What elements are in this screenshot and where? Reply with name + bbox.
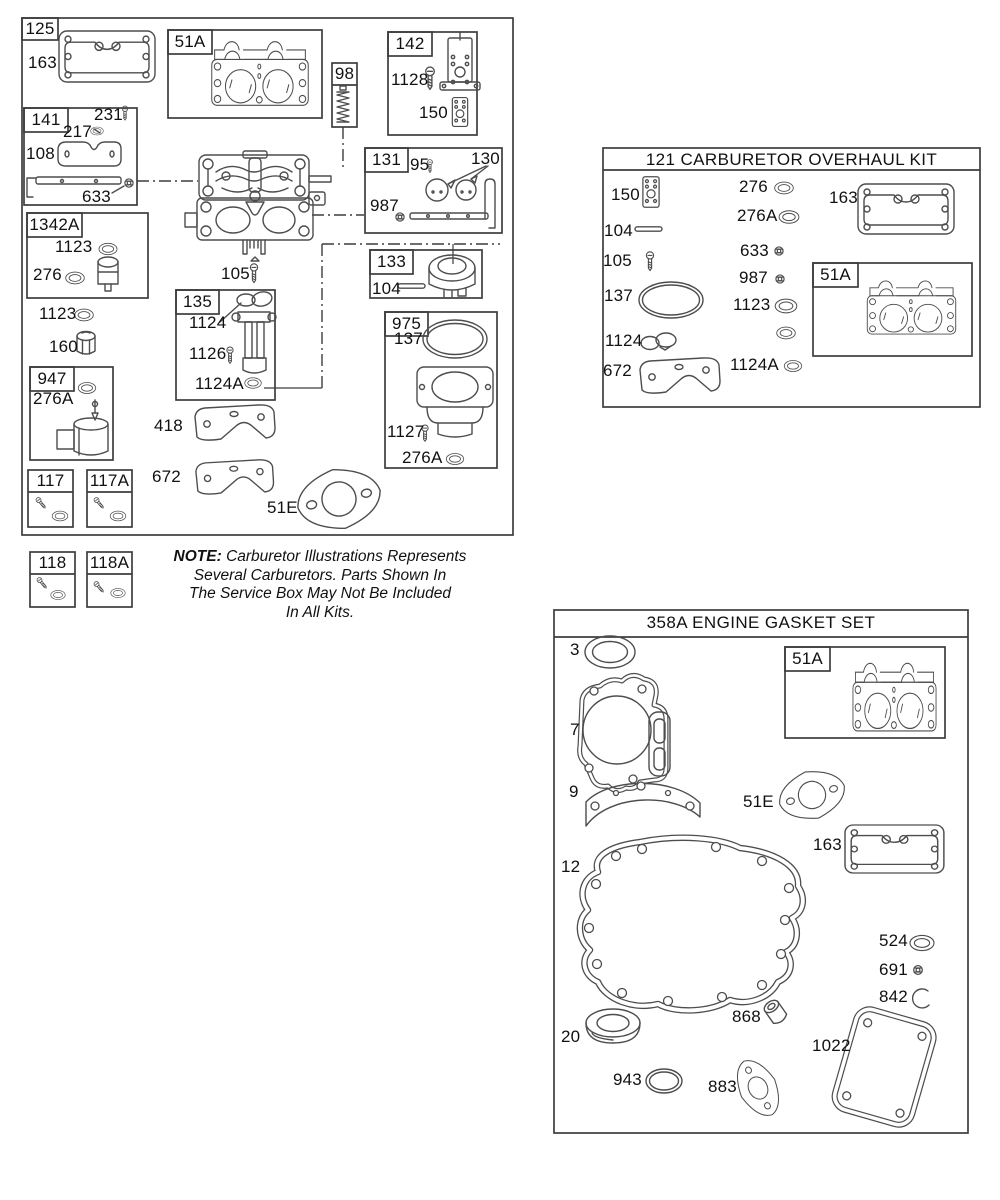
part-label-51E: 51E: [267, 498, 298, 517]
retainer-842-illustration: [913, 989, 929, 1008]
screw-117A-illustration: [93, 497, 105, 510]
kit-label-105: 105: [603, 251, 632, 270]
part-label-104: 104: [372, 279, 401, 298]
box-label-51A: 51A: [174, 32, 206, 51]
part-label-1123-free: 1123: [39, 304, 77, 323]
kit-label-672: 672: [603, 361, 632, 380]
ring-1123-1342A-illustration: [99, 243, 117, 254]
part-label-1124: 1124: [189, 313, 227, 332]
part-label-1124A: 1124A: [195, 374, 244, 393]
part-label-276A-947: 276A: [33, 389, 74, 408]
part-label-1126: 1126: [189, 344, 227, 363]
set-label-3: 3: [570, 640, 580, 659]
rod-633-illustration: [27, 177, 133, 197]
screw-117-illustration: [35, 497, 47, 510]
screw-118A-illustration: [93, 581, 105, 594]
part-label-130: 130: [471, 149, 500, 168]
kit-label-633: 633: [740, 241, 769, 260]
set-label-163: 163: [813, 835, 842, 854]
set-label-9: 9: [569, 782, 579, 801]
part-label-672: 672: [152, 467, 181, 486]
kit-label-104: 104: [604, 221, 633, 240]
ring-1123-illustration: [75, 309, 94, 321]
screw-118-illustration: [36, 577, 48, 590]
set-label-842: 842: [879, 987, 908, 1006]
kit-label-1123: 1123: [733, 295, 771, 314]
box-label-117: 117: [36, 471, 65, 490]
set-label-943: 943: [613, 1070, 642, 1089]
set-label-1022: 1022: [812, 1036, 851, 1055]
box-label-975: 975: [392, 314, 421, 333]
note-line-1: NOTE: Carburetor Illustrations Represents: [173, 548, 467, 565]
part-label-150: 150: [419, 103, 448, 122]
part-label-987: 987: [370, 196, 399, 215]
part-label-1127: 1127: [387, 422, 425, 441]
welch-plugs-130-illustration: [426, 166, 488, 201]
kit-label-137: 137: [604, 286, 633, 305]
box-label-947: 947: [37, 369, 67, 388]
box-label-141: 141: [31, 110, 61, 129]
note-line-2: Several Carburetors. Parts Shown In: [193, 566, 447, 584]
set-label-20: 20: [561, 1027, 581, 1046]
screw-105-illustration: [250, 264, 257, 283]
gasket-163-illustration: [59, 31, 155, 82]
note-line-3: The Service Box May Not Be Included: [189, 585, 451, 602]
part-label-231: 231: [94, 105, 123, 124]
part-label-276A-975: 276A: [402, 448, 443, 467]
float-valve-133-illustration: [429, 255, 475, 298]
ring-118-illustration: [51, 590, 65, 599]
flange-gasket-51E-illustration: [292, 461, 387, 537]
part-label-163: 163: [28, 53, 57, 72]
box-label-133: 133: [377, 252, 406, 271]
box-label-142: 142: [395, 34, 425, 53]
set-label-868: 868: [732, 1007, 761, 1026]
note-line-4: In All Kits.: [285, 603, 355, 621]
crankcase-gasket-12-illustration: [580, 838, 803, 1011]
spring-98-illustration: [337, 86, 349, 122]
set-label-7: 7: [570, 720, 580, 739]
part-label-108: 108: [26, 144, 55, 163]
oring-943-illustration: [646, 1069, 682, 1093]
flange-gasket-51E-set-illustration: [773, 763, 851, 828]
note-text: [165, 548, 475, 622]
set-label-51E: 51E: [743, 792, 774, 811]
carburetor-illustration: [185, 151, 331, 261]
gasket-set-title: 358A ENGINE GASKET SET: [646, 613, 876, 632]
part-label-633: 633: [82, 187, 111, 206]
box-label-117A: 117A: [89, 471, 130, 490]
ring-524-illustration: [910, 935, 934, 950]
ring-117-illustration: [52, 511, 68, 521]
set-label-524: 524: [879, 931, 908, 950]
head-gasket-7-illustration: [580, 675, 670, 790]
part-label-1123: 1123: [55, 237, 93, 256]
set-label-883: 883: [708, 1077, 737, 1096]
box-label-118A: 118A: [89, 553, 130, 572]
box-label-98: 98: [334, 64, 355, 83]
kit-label-163: 163: [829, 188, 858, 207]
bracket-142-illustration: [440, 33, 480, 90]
part-label-276: 276: [33, 265, 62, 284]
seal-3-illustration: [585, 636, 635, 668]
kit-label-276A: 276A: [737, 206, 778, 225]
plate-150-illustration: [452, 98, 467, 127]
gasket-set-illustrations: [580, 636, 944, 1128]
part-label-217: 217: [63, 122, 92, 141]
kit-box-label-51A: 51A: [820, 265, 851, 284]
gasket-418-illustration: [195, 405, 275, 440]
washer-217-illustration: [91, 127, 104, 135]
part-label-105: 105: [221, 264, 250, 283]
ring-117A-illustration: [110, 511, 126, 521]
box-label-125: 125: [25, 19, 55, 38]
box-label-118: 118: [38, 553, 67, 572]
set-box-label-51A: 51A: [792, 649, 823, 668]
kit-label-150: 150: [611, 185, 640, 204]
ring-276-illustration: [66, 272, 85, 284]
shaft-987-illustration: [396, 179, 495, 228]
kit-label-987: 987: [739, 268, 768, 287]
head-gasket-51A-illustration: [212, 42, 308, 106]
plug-868-illustration: [762, 998, 788, 1026]
set-label-691: 691: [879, 960, 908, 979]
part-label-95: 95: [410, 155, 430, 174]
part-label-160: 160: [49, 337, 78, 356]
gasket-672-illustration: [196, 460, 274, 494]
ring-118A-illustration: [111, 588, 125, 597]
note-prefix: NOTE:: [173, 548, 222, 565]
overhaul-kit-illustrations: [635, 177, 956, 393]
plug-1342A-illustration: [98, 257, 118, 291]
overhaul-kit-title: 121 CARBURETOR OVERHAUL KIT: [645, 150, 938, 169]
set-label-12: 12: [561, 857, 581, 876]
oil-seal-20-illustration: [586, 1009, 640, 1043]
part-label-1128: 1128: [391, 70, 429, 89]
part-label-418: 418: [154, 416, 183, 435]
part-label-137: 137: [394, 329, 423, 348]
box-label-1342A: 1342A: [29, 215, 80, 234]
pin-104-illustration: [398, 284, 425, 288]
kit-label-1124A: 1124A: [730, 355, 779, 374]
bowl-975-illustration: [417, 320, 493, 465]
gasket-108-illustration: [58, 142, 121, 166]
box-label-131: 131: [372, 150, 401, 169]
box-label-135: 135: [183, 292, 212, 311]
gasket-1022-illustration: [831, 1006, 937, 1128]
nut-691-illustration: [914, 966, 923, 975]
kit-label-276: 276: [739, 177, 768, 196]
kit-label-1124: 1124: [605, 331, 643, 350]
nut-160-illustration: [77, 332, 95, 355]
